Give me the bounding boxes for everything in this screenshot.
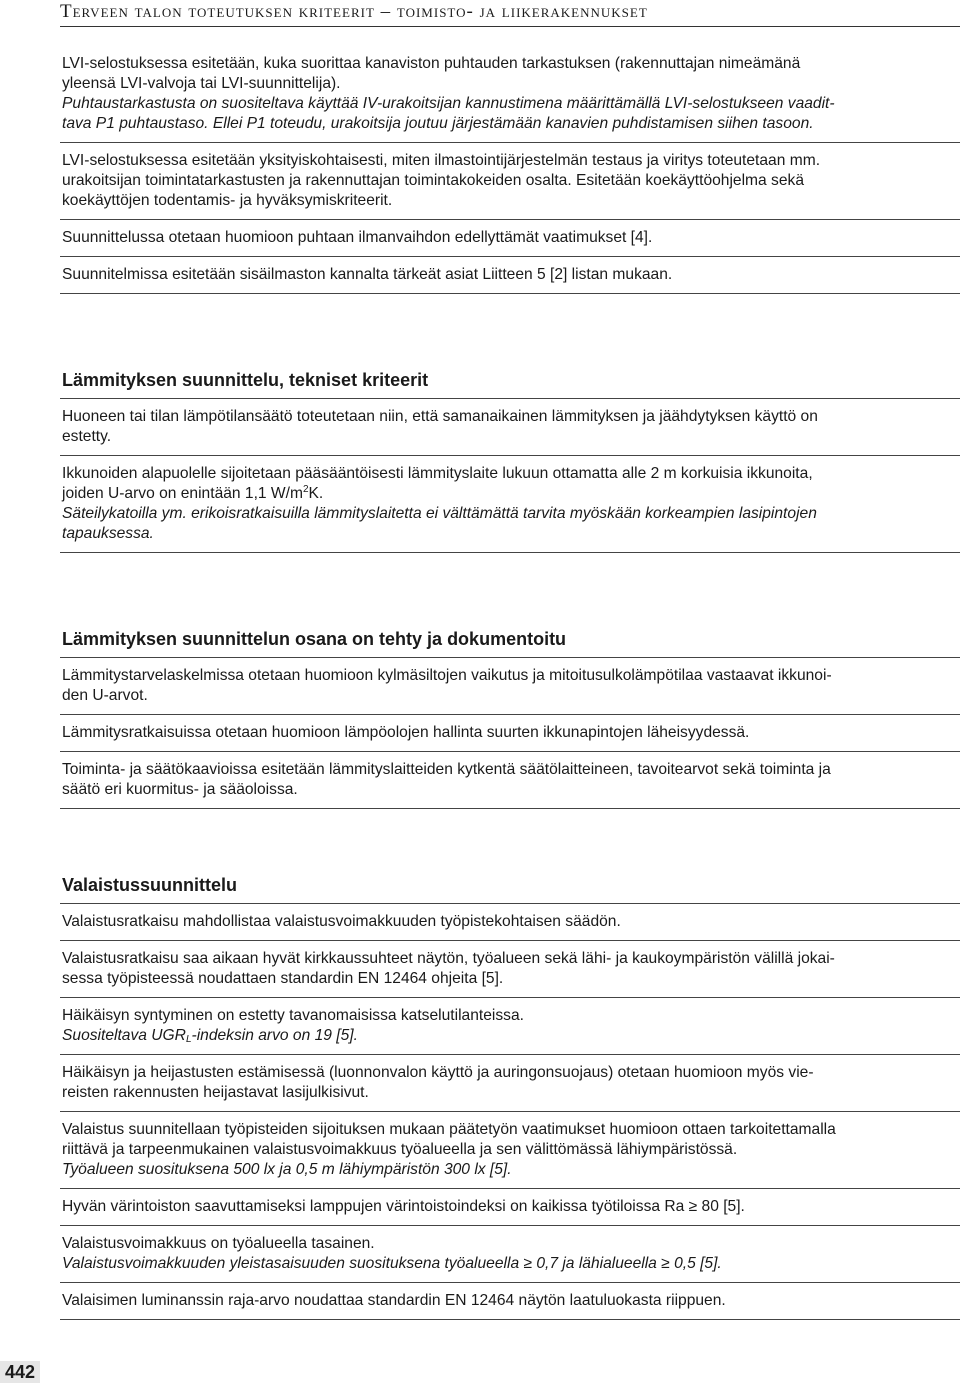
text-line: Valaistus suunnitellaan työpisteiden sijoituksen mukaan päätetyön vaatimukset huomioon ottaen tarkoitettamalla [62,1121,836,1138]
text-line: säätö eri kuormitus- ja sääoloissa. [62,781,298,798]
running-header-title: Terveen talon toteutuksen kriteerit – toimisto- ja liikerakennukset [60,1,648,22]
text-line: estetty. [62,428,112,445]
page-number: 442 [0,1361,40,1383]
text-line: Häikäisyn syntyminen on estetty tavanomaisissa katselutilanteissa. [62,1007,524,1024]
text-line: Suunnittelussa otetaan huomioon puhtaan ilmanvaihdon edellyttämät vaatimukset [4]. [62,229,653,246]
subscript: L [185,1034,192,1045]
criteria-block-temperature-control [60,407,960,456]
criteria-block-heat-demand [60,666,960,715]
text-line: urakoitsijan toimintatarkastusten ja rakennuttajan toimintakokeiden osalta. Esitetään koekäyttöohjelma sekä [62,172,804,189]
text-line: reisten rakennusten heijastavat lasijulkisivut. [62,1084,369,1101]
text-line: Suunnitelmissa esitetään sisäilmaston kannalta tärkeät asiat Liitteen 5 [2] listan mukaan. [62,266,673,283]
recommendation-line: tava P1 puhtaustaso. Ellei P1 toteudu, urakoitsija joutuu järjestämään kanavien puhdistamisen siihen tasoon. [62,115,814,132]
page-content [60,54,960,1328]
text-line: Toiminta- ja säätökaavioissa esitetään lämmityslaitteiden kytkentä säätölaitteineen, tavoitearvot sekä toiminta ja [62,761,831,778]
ugr-text: Suositeltava UGR [62,1027,186,1044]
recommendation-line: Työalueen suosituksena 500 lx ja 0,5 m lähiympäristön 300 lx [5]. [62,1161,512,1178]
recommendation-line: tapauksessa. [62,525,154,542]
criteria-block-indoor-climate [60,265,960,294]
text-line: Lämmitysratkaisuissa otetaan huomioon lämpöolojen hallinta suurten ikkunapintojen läheisyydessä. [62,724,750,741]
criteria-block-glare [60,1006,960,1055]
text-line: Lämmitystarvelaskelmissa otetaan huomioon kylmäsiltojen vaikutus ja mitoitusulkolämpötilaa vastaavat ikkunoi- [62,667,832,684]
text-line: Huoneen tai tilan lämpötilansäätö toteutetaan niin, että samanaikainen lämmityksen ja jäähdytyksen käyttö on [62,408,818,425]
text-line: Häikäisyn ja heijastusten estämisessä (luonnonvalon käyttö ja auringonsuojaus) otetaan huomioon myös vie- [62,1064,814,1081]
criteria-block-uniformity [60,1234,960,1283]
criteria-block-ventilation-testing [60,151,960,220]
running-header [60,0,960,27]
section-title-heating-documented: Lämmityksen suunnittelun osana on tehty ja dokumentoitu [60,627,960,658]
section-title-lighting: Valaistussuunnittelu [60,873,960,904]
text-line: Valaistusratkaisu saa aikaan hyvät kirkkaussuhteet näytön, työalueen sekä lähi- ja kaukoympäristön välillä jokai- [62,950,835,967]
criteria-block-luminance-limit [60,1291,960,1320]
text-line: sessa työpisteessä noudattaen standardin EN 12464 ohjeita [5]. [62,970,504,987]
criteria-block-reflections [60,1063,960,1112]
superscript: 2 [302,484,309,495]
text-line: Valaistusvoimakkuus on työalueella tasainen. [62,1235,375,1252]
criteria-block-luminance-ratios [60,949,960,998]
text-line: den U-arvot. [62,687,148,704]
text-line: Hyvän värintoiston saavuttamiseksi lamppujen värintoistoindeksi on kaikissa työtiloissa Ra ≥ 80 [5]. [62,1198,745,1215]
criteria-block-color-rendering [60,1197,960,1226]
recommendation-line: Puhtaustarkastusta on suositeltava käyttää IV-urakoitsijan kannustimena määrittämällä LVI-selostukseen vaadit- [62,95,835,112]
text-line: Ikkunoiden alapuolelle sijoitetaan pääsääntöisesti lämmityslaite lukuun ottamatta alle 2 m korkuisia ikkunoita, [62,465,813,482]
text-line: LVI-selostuksessa esitetään yksityiskohtaisesti, miten ilmastointijärjestelmän testaus ja viritys toteutetaan mm. [62,152,821,169]
text-line: riittävä ja tarpeenmukainen valaistusvoimakkuus työalueella ja sen välittömässä lähiympäristössä. [62,1141,738,1158]
text-line: yleensä LVI-valvoja tai LVI-suunnittelija). [62,75,341,92]
ugr-text-rest: -indeksin arvo on 19 [5]. [191,1027,358,1044]
criteria-block-large-windows [60,723,960,752]
recommendation-line [62,1026,960,1046]
section-title-heating-technical: Lämmityksen suunnittelu, tekniset kriteerit [60,368,960,399]
text-line: koekäyttöjen todentamis- ja hyväksymiskriteerit. [62,192,393,209]
u-value-text: joiden U-arvo on enintään 1,1 W/m [62,485,303,502]
recommendation-line: Valaistusvoimakkuuden yleistasaisuuden suosituksena työalueella ≥ 0,7 ja lähialueella ≥ 0,5 [5]. [62,1255,722,1272]
criteria-block-lighting-adjustment [60,912,960,941]
criteria-block-task-lighting [60,1120,960,1189]
criteria-block-duct-inspection [60,54,960,143]
unit-text: K. [308,485,324,502]
text-line: Valaisimen luminanssin raja-arvo noudattaa standardin EN 12464 näytön laatuluokasta riippuen. [62,1292,726,1309]
text-line: LVI-selostuksessa esitetään, kuka suorittaa kanaviston puhtauden tarkastuksen (rakennuttajan nimeämänä [62,55,801,72]
criteria-block-heater-placement [60,464,960,553]
criteria-block-control-diagrams [60,760,960,809]
text-line: Valaistusratkaisu mahdollistaa valaistusvoimakkuuden työpistekohtaisen säädön. [62,913,621,930]
recommendation-line: Säteilykatoilla ym. erikoisratkaisuilla lämmityslaitetta ei välttämättä tarvita myöskään korkeampien lasipintojen [62,505,817,522]
criteria-block-clean-ventilation [60,228,960,257]
text-line [62,484,960,504]
